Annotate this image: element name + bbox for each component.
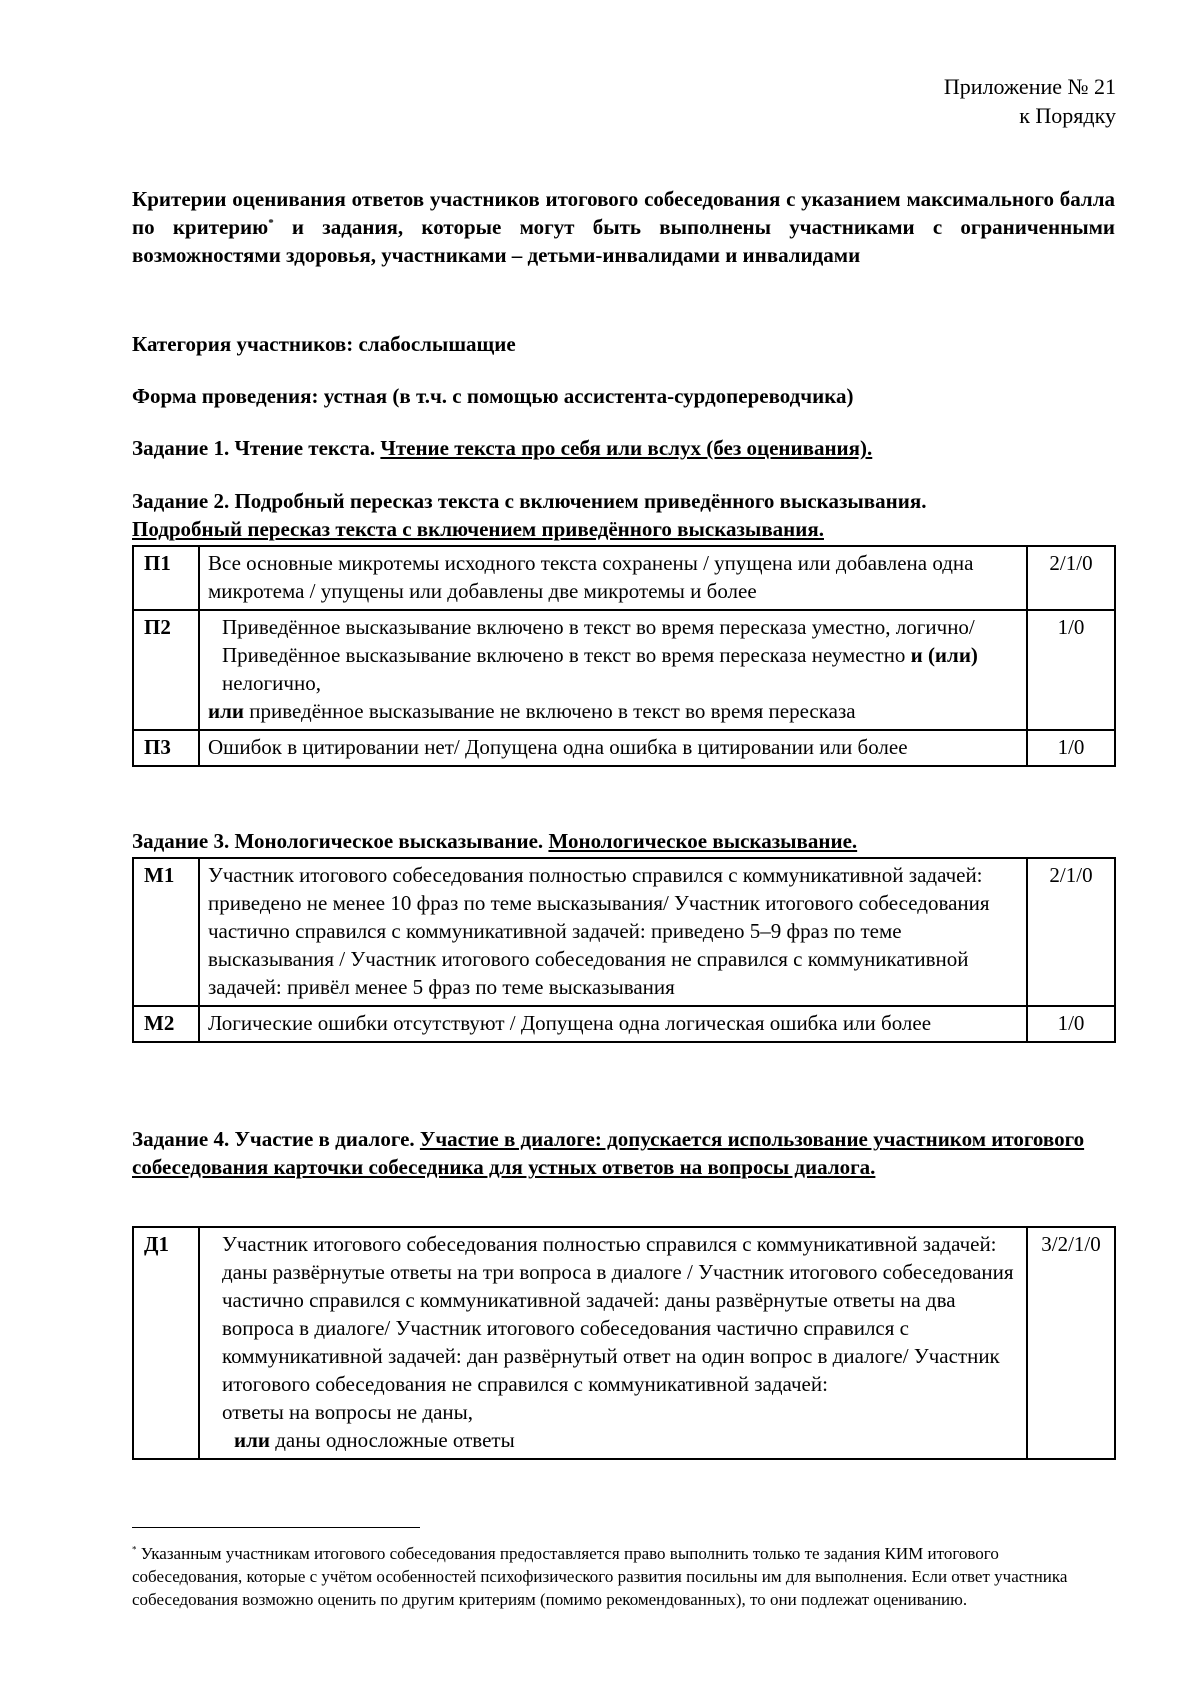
criterion-line-part: нелогично,	[222, 671, 321, 695]
task4-title: Задание 4. Участие в диалоге.	[132, 1127, 415, 1151]
criterion-bold-or: или	[208, 699, 244, 723]
criterion-line: Приведённое высказывание включено в текст во время пересказа уместно, логично/	[222, 615, 975, 639]
table-row	[133, 546, 1115, 610]
table-row	[133, 1006, 1115, 1042]
task4-heading	[132, 1125, 1115, 1181]
task4-criteria-table	[132, 1226, 1116, 1460]
task4-description: Участие в диалоге: допускается использование участником итогового собеседования карточки собеседника для устных ответов на вопросы диалога.	[132, 1127, 1085, 1179]
task3-heading	[132, 827, 1115, 855]
task3-criteria-table	[132, 857, 1116, 1043]
footnote-text: Указанным участникам итогового собеседования предоставляется право выполнить только те задания КИМ итогового собеседования, которые с учётом особенностей психофизического развития посильны им для выполнения. Если ответ участника собеседования возможно оценить по другим критериям (помимо рекомендованных), то они подлежат оцениванию.	[132, 1544, 1068, 1609]
criterion-code: П3	[133, 730, 199, 766]
document-title	[132, 185, 1115, 269]
criterion-line: ответы на вопросы не даны,	[222, 1400, 473, 1424]
conduct-form: Форма проведения: устная (в т.ч. с помощью ассистента-сурдопереводчика)	[132, 384, 854, 408]
footnote-mark: *	[268, 217, 274, 229]
criterion-text: Участник итогового собеседования полностью справился с коммуникативной задачей: приведено не менее 10 фраз по теме высказывания/ Участник итогового собеседования частично справился с коммуникативной задачей: приведено 5–9 фраз по теме высказывания / Участник итогового собеседования не справился с коммуникативной задачей: привёл менее 5 фраз по теме высказывания	[199, 858, 1027, 1006]
table-row	[133, 730, 1115, 766]
footnote-divider	[132, 1527, 420, 1528]
criterion-line	[208, 1426, 1018, 1454]
criterion-score: 1/0	[1027, 1006, 1115, 1042]
criterion-code: П1	[133, 546, 199, 610]
appendix-order-ref: к Порядку	[1019, 103, 1116, 128]
task1-description: Чтение текста про себя или вслух (без оценивания).	[380, 436, 873, 460]
task1-heading	[132, 434, 1115, 462]
title-text-part1: Критерии оценивания ответов участников итогового собеседования с указанием максимального балла по критерию	[132, 187, 1115, 239]
title-text-part2: и задания, которые могут быть выполнены участниками с ограниченными возможностями здоровья, участниками – детьми-инвалидами и инвалидами	[132, 215, 1115, 267]
criterion-line-part: Приведённое высказывание включено в текст во время пересказа неуместно	[222, 643, 911, 667]
criterion-line-part: даны односложные ответы	[269, 1428, 515, 1452]
criterion-score: 2/1/0	[1027, 546, 1115, 610]
task2-title: Задание 2. Подробный пересказ текста с включением приведённого высказывания.	[132, 489, 927, 513]
criterion-text-compound	[199, 1227, 1027, 1459]
footnote-mark: *	[132, 1544, 137, 1555]
criterion-text: Логические ошибки отсутствуют / Допущена одна логическая ошибка или более	[199, 1006, 1027, 1042]
criterion-line	[208, 697, 1018, 725]
criterion-line	[208, 641, 1018, 697]
task2-criteria-table	[132, 545, 1116, 767]
participant-category: Категория участников: слабослышащие	[132, 332, 516, 356]
criterion-score: 1/0	[1027, 610, 1115, 730]
criterion-code: Д1	[133, 1227, 199, 1459]
appendix-header	[944, 72, 1116, 130]
criterion-line: Участник итогового собеседования полностью справился с коммуникативной задачей: даны развёрнутые ответы на три вопроса в диалоге / Участник итогового собеседования частично справился с коммуникативной задачей: даны развёрнутые ответы на два вопроса в диалоге/ Участник итогового собеседования частично справился с коммуникативной задачей: дан развёрнутый ответ на один вопрос в диалоге/ Участник итогового собеседования не справился с коммуникативной задачей:	[222, 1232, 1014, 1396]
task3-title: Задание 3. Монологическое высказывание.	[132, 829, 544, 853]
criterion-code: М1	[133, 858, 199, 1006]
criterion-score: 1/0	[1027, 730, 1115, 766]
criterion-text: Ошибок в цитировании нет/ Допущена одна ошибка в цитировании или более	[199, 730, 1027, 766]
criterion-code: М2	[133, 1006, 199, 1042]
footnote	[132, 1542, 1092, 1611]
table-row	[133, 858, 1115, 1006]
table-row	[133, 610, 1115, 730]
appendix-number: Приложение № 21	[943, 74, 1116, 99]
criterion-score: 3/2/1/0	[1027, 1227, 1115, 1459]
criterion-score: 2/1/0	[1027, 858, 1115, 1006]
task2-heading	[132, 487, 1115, 543]
task2-description: Подробный пересказ текста с включением приведённого высказывания.	[132, 517, 824, 541]
criterion-bold-or: или	[234, 1428, 270, 1452]
task3-description: Монологическое высказывание.	[548, 829, 858, 853]
table-row	[133, 1227, 1115, 1459]
criterion-line-part: приведённое высказывание не включено в текст во время пересказа	[243, 699, 856, 723]
criterion-text-compound	[199, 610, 1027, 730]
criterion-text: Все основные микротемы исходного текста сохранены / упущена или добавлена одна микротема / упущены или добавлены две микротемы и более	[199, 546, 1027, 610]
criterion-code: П2	[133, 610, 199, 730]
criterion-bold-and-or: и (или)	[910, 643, 978, 667]
task1-title: Задание 1. Чтение текста.	[132, 436, 376, 460]
